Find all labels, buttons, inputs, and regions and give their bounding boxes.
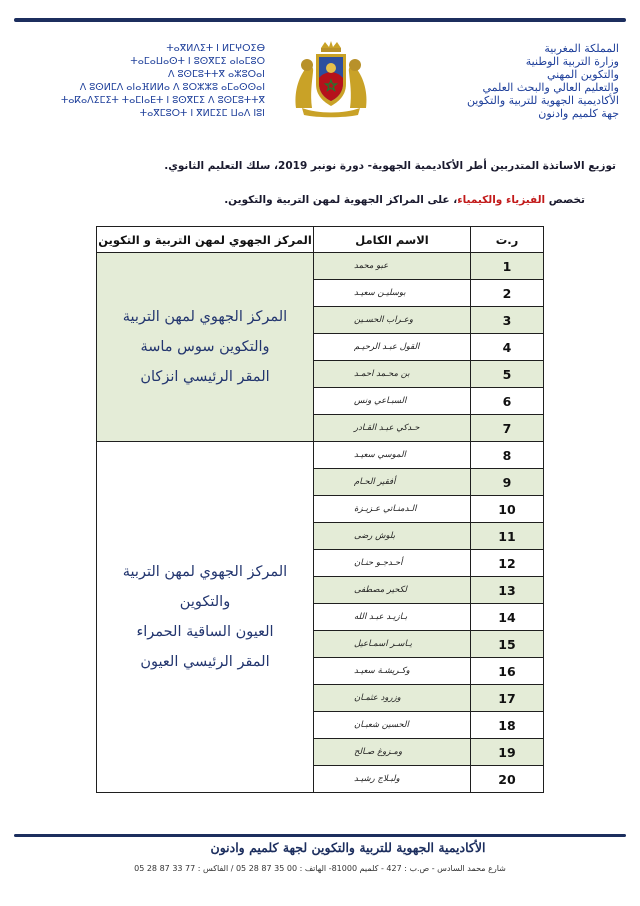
tifinagh-line: ⵜⴰⴳⵎⵓⵔⵜ ⵏ ⴳⵍⵎⵉⵎ ⵡⴰⴷ ⵏⵓⵏ — [139, 108, 265, 119]
row-name: بن محـمد احمـد — [314, 361, 471, 388]
center-cell-souss-massa — [97, 253, 314, 442]
row-name: وزرود عثمـان — [314, 685, 471, 712]
top-border-line — [14, 18, 626, 22]
document-title: توزيع الاساتذة المتدربين أطر الأكاديمية الجهوية- دورة نونبر 2019، سلك التعليم الثانوي. — [164, 160, 616, 172]
row-name: بـازيـد عبـد الله — [314, 604, 471, 631]
trainees-table — [96, 226, 544, 793]
moroccan-coat-of-arms-icon — [288, 38, 374, 118]
center-line: المقر الرئيسي العيون — [140, 654, 270, 670]
row-number: 5 — [471, 361, 544, 388]
row-number: 3 — [471, 307, 544, 334]
header-center: المركز الجهوي لمهن التربية و التكوين — [97, 227, 314, 253]
row-name: عبو محمد — [314, 253, 471, 280]
tifinagh-line: ⴷ ⵓⵙⵎⵓⵜⵜⴳ ⴰⵣⵓⵔⴰⵏ — [168, 69, 265, 80]
center-line: العيون الساقية الحمراء — [136, 624, 274, 640]
row-number: 4 — [471, 334, 544, 361]
row-name: أحـدجـو حنـان — [314, 550, 471, 577]
row-number: 14 — [471, 604, 544, 631]
header-tifinagh — [20, 42, 265, 120]
row-name: لكحير مصطفى — [314, 577, 471, 604]
arabic-line: جهة كلميم وادنون — [538, 107, 619, 120]
arabic-line: الأكاديمية الجهوية للتربية والتكوين — [466, 94, 619, 107]
row-name: وكـريشـة سعيـد — [314, 658, 471, 685]
footer-address: شارع محمد السادس - ص.ب : 427 - كلميم 81000- الهاتف : 00 35 87 28 05 / الفاكس : 77 33 87 28 05 — [134, 864, 506, 873]
center-line: المركز الجهوي لمهن التربية والتكوين — [122, 564, 288, 610]
row-number: 6 — [471, 388, 544, 415]
table-row — [97, 442, 544, 469]
row-number: 17 — [471, 685, 544, 712]
tifinagh-line: ⵜⴰⴳⵍⴷⵉⵜ ⵏ ⵍⵎⵖⵔⵉⴱ — [166, 43, 265, 54]
row-name: ولبـلاج رشيـد — [314, 766, 471, 793]
header-name: الاسم الكامل — [314, 227, 471, 253]
center-line: المقر الرئيسي انزكان — [140, 369, 270, 385]
row-name: الموسي سعيـد — [314, 442, 471, 469]
arabic-line: وزارة التربية الوطنية — [525, 55, 619, 68]
tifinagh-line: ⴷ ⵓⵙⵍⵎⴷ ⴰⵏⴰⴼⵍⵍⴰ ⴷ ⵓⵔⵣⵣⵓ ⴰⵎⴰⵙⵙⴰⵏ — [79, 82, 265, 93]
footer-academy: الأكاديمية الجهوية للتربية والتكوين لجهة كلميم وادنون — [210, 840, 486, 855]
row-number: 12 — [471, 550, 544, 577]
row-number: 13 — [471, 577, 544, 604]
row-number: 7 — [471, 415, 544, 442]
row-number: 20 — [471, 766, 544, 793]
row-name: ومـزوغ صـالح — [314, 739, 471, 766]
row-name: بلوش رضى — [314, 523, 471, 550]
document-subtitle — [150, 194, 585, 206]
table-header-row — [97, 227, 544, 253]
row-name: الـدمنـاتي عـزيـزة — [314, 496, 471, 523]
arabic-line: المملكة المغربية — [544, 42, 619, 55]
row-name: السبـاعي ونس — [314, 388, 471, 415]
center-line: والتكوين سوس ماسة — [140, 339, 270, 355]
subtitle-specialty: الفيزياء والكيمياء — [457, 194, 546, 206]
center-line: المركز الجهوي لمهن التربية — [122, 309, 288, 325]
row-number: 18 — [471, 712, 544, 739]
row-name: يـاسـر اسمـاعيل — [314, 631, 471, 658]
tifinagh-line: ⵜⴰⴽⴰⴷⵉⵎⵉⵜ ⵜⴰⵎⵏⴰⴹⵜ ⵏ ⵓⵙⴳⵎⵉ ⴷ ⵓⵙⵎⵓⵜⵜⴳ — [61, 95, 265, 106]
header-num: ر.ت — [471, 227, 544, 253]
subtitle-suffix: ، على المراكز الجهوية لمهن التربية والتكوين. — [224, 194, 458, 206]
row-name: وعـراب الحسـين — [314, 307, 471, 334]
row-number: 16 — [471, 658, 544, 685]
bottom-border-line — [14, 834, 626, 837]
header-arabic — [384, 42, 619, 120]
arabic-line: والتعليم العالي والبحث العلمي — [482, 81, 619, 94]
tifinagh-line: ⵜⴰⵎⴰⵡⴰⵙⵜ ⵏ ⵓⵙⴳⵎⵉ ⴰⵏⴰⵎⵓⵔ — [130, 56, 265, 67]
subtitle-prefix: تخصص — [545, 194, 585, 206]
row-number: 15 — [471, 631, 544, 658]
row-name: حـدكي عبـد القـادر — [314, 415, 471, 442]
row-number: 1 — [471, 253, 544, 280]
row-name: بوسليـن سعيـد — [314, 280, 471, 307]
row-number: 11 — [471, 523, 544, 550]
row-number: 8 — [471, 442, 544, 469]
row-name: أفقير الحـام — [314, 469, 471, 496]
row-number: 9 — [471, 469, 544, 496]
row-number: 10 — [471, 496, 544, 523]
row-name: الحسين شعبـان — [314, 712, 471, 739]
row-number: 19 — [471, 739, 544, 766]
row-number: 2 — [471, 280, 544, 307]
table-row — [97, 253, 544, 280]
center-cell-laayoune — [97, 442, 314, 793]
arabic-line: والتكوين المهني — [546, 68, 619, 81]
row-name: القول عبـد الرحيـم — [314, 334, 471, 361]
